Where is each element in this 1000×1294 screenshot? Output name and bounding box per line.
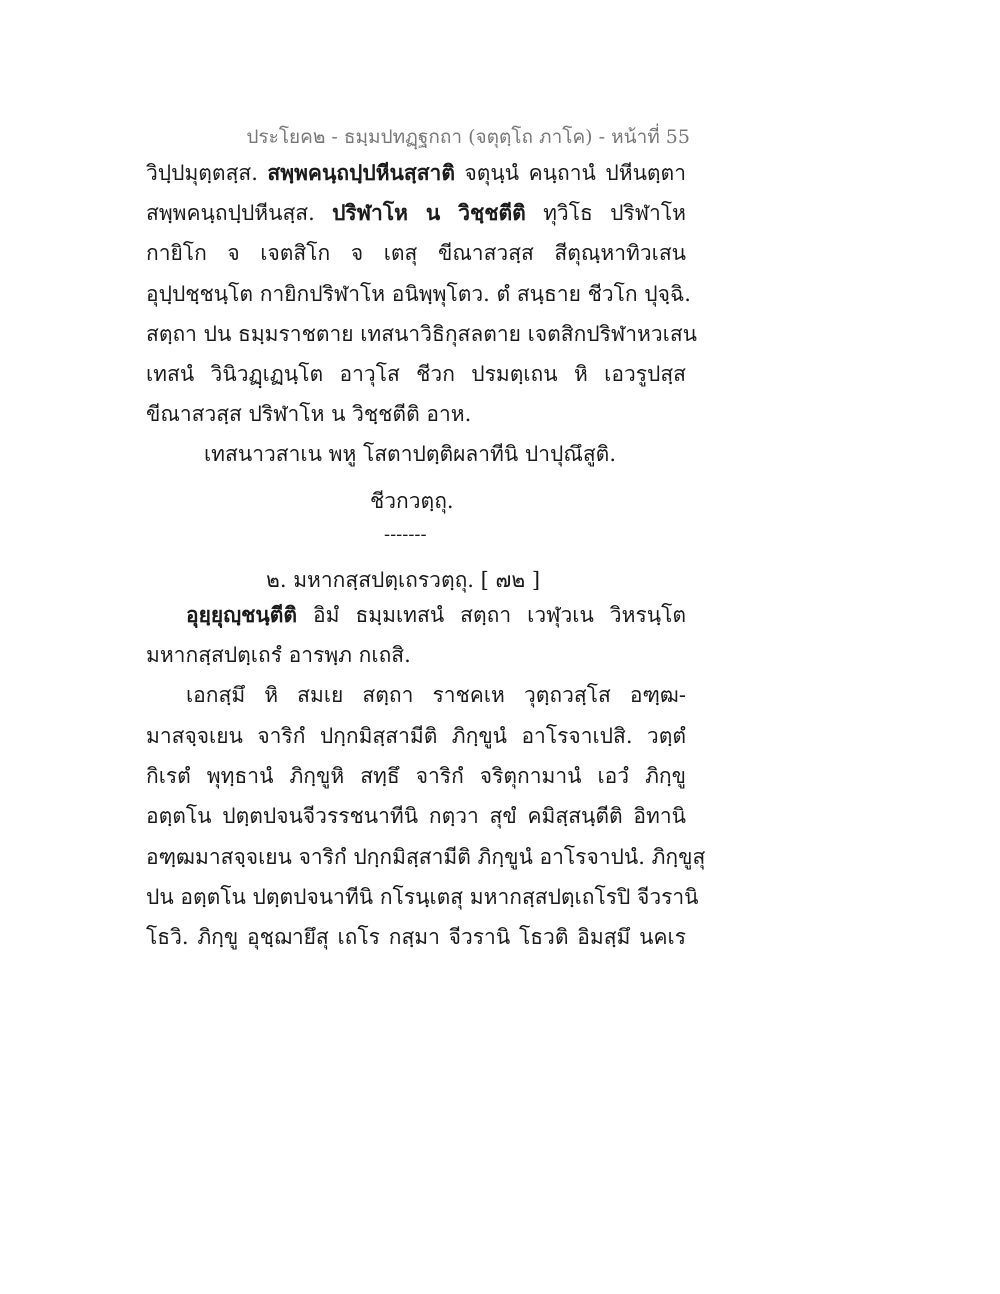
para2-keyword: อุยฺยุญฺชนฺตีติ <box>186 602 297 627</box>
para1-line-1-a: วิปฺปมุตฺตสฺส. <box>146 161 258 185</box>
para3-line-2: มาสจฺจเยน จาริกํ ปกฺกมิสฺสามีติ ภิกฺขูนํ อาโรจาเปสิ. วตฺตํ <box>146 724 686 748</box>
para3-line-7: โธวิ. ภิกฺขู อุชฺฌายึสุ เถโร กสฺมา จีวรานิ โธวติ อิมสฺมึ นคเร <box>146 925 686 949</box>
para3-line-1: เอกสฺมึ หิ สมเย สตฺถา ราชคเห วุตฺถวสฺโส อฑฺฒ- <box>186 683 686 707</box>
result-line: เทสนาวสาเน พหู โสตาปตฺติผลาทีนิ ปาปุณึสูติ. <box>204 442 616 466</box>
para2-line-1 <box>146 604 686 626</box>
para1-line-5: สตฺถา ปน ธมฺมราชตาย เทสนาวิธิกุสลตาย เจตสิกปริฬาหวเสน <box>146 322 698 346</box>
para1-line-4: อุปฺปชฺชนฺโต กายิกปริฬาโห อนิพฺพุโตว. ตํ สนฺธาย ชีวโก ปุจฺฉิ. <box>146 282 691 306</box>
story-end-title: ชีวกวตฺถุ. <box>370 489 454 513</box>
para1-line-2 <box>146 202 686 224</box>
para1-line-2-c: ทุวิโธ ปริฬาโห <box>543 201 686 225</box>
page-header: ประโยค๒ - ธมฺมปทฏฺฐกถา (จตุตฺโถ ภาโค) - หน้าที่ 55 <box>246 126 690 148</box>
para3-line-3: กิเรตํ พุทฺธานํ ภิกฺขูหิ สทฺธึ จาริกํ จริตุกามานํ เอวํ ภิกฺขู <box>146 764 686 788</box>
para1-line-7: ขีณาสวสฺส ปริฬาโห น วิชฺชตีติ อาห. <box>146 402 472 426</box>
para1-line-2-keyword: ปริฬาโห น วิชฺชตีติ <box>332 200 526 225</box>
para3-line-5: อฑฺฒมาสจฺจเยน จาริกํ ปกฺกมิสฺสามีติ ภิกฺขูนํ อาโรจาปนํ. ภิกฺขูสุ <box>146 845 706 869</box>
para3-line-4: อตฺตโน ปตฺตปจนจีวรรชนาทีนิ กตฺวา สุขํ คมิสฺสนฺตีติ อิทานิ <box>146 804 686 828</box>
section-title: ๒. มหากสฺสปตฺเถรวตฺถุ. [ ๗๒ ] <box>266 568 541 592</box>
para2-line-2: มหากสฺสปตฺเถรํ อารพฺภ กเถสิ. <box>146 643 411 667</box>
para1-line-2-a: สพฺพคนฺถปฺปหีนสฺส. <box>146 201 315 225</box>
para1-line-6: เทสนํ วินิวฏฺเฏนฺโต อาวุโส ชีวก ปรมตฺเถน หิ เอวรูปสฺส <box>146 362 686 386</box>
para1-line-3: กายิโก จ เจตสิโก จ เตสุ ขีณาสวสฺส สีตุณฺหาทิวเสน <box>146 241 686 265</box>
para1-line-1-keyword: สพฺพคนฺถปฺปหีนสฺสาติ <box>267 160 455 185</box>
divider: ------- <box>384 524 427 545</box>
para1-line-1 <box>146 162 686 184</box>
para3-line-6: ปน อตฺตโน ปตฺตปจนาทีนิ กโรนฺเตสุ มหากสฺสปตฺเถโรปิ จีวรานิ <box>146 885 699 909</box>
para2-line-1-b: อิมํ ธมฺมเทสนํ สตฺถา เวฬุวเน วิหรนฺโต <box>313 603 686 627</box>
para1-line-1-c: จตุนฺนํ คนฺถานํ ปหีนตฺตา <box>464 161 686 185</box>
